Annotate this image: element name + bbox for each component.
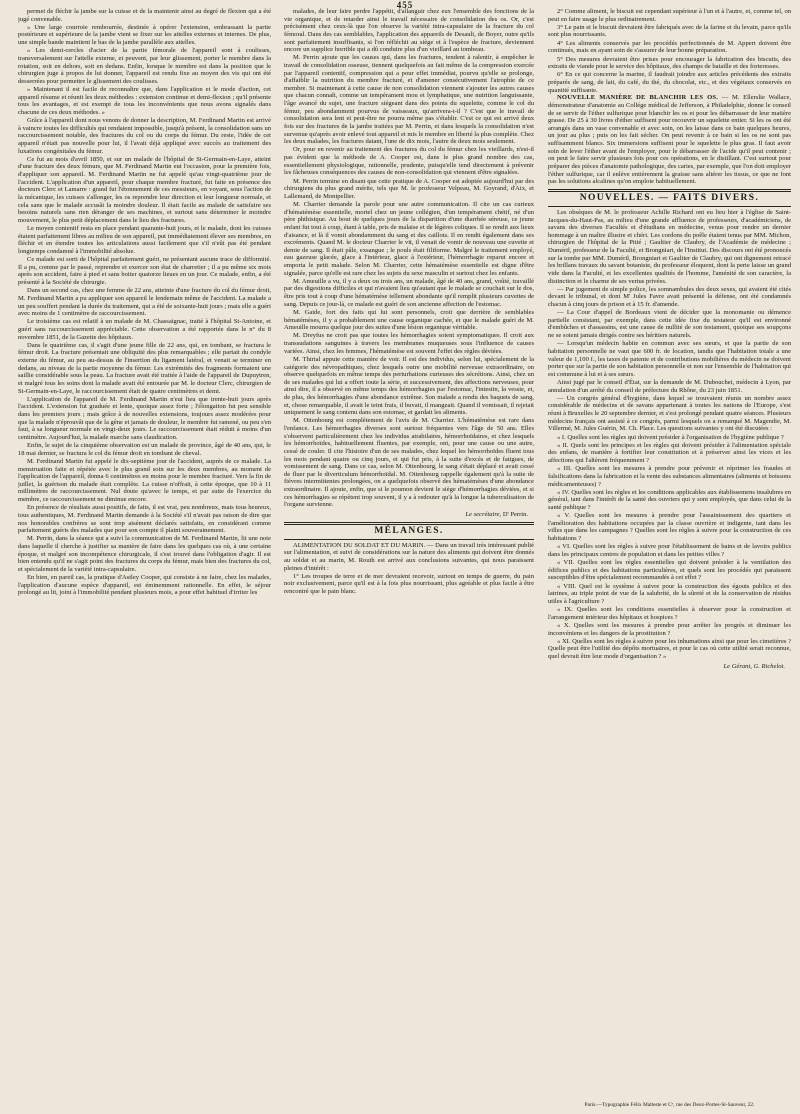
- article-paragraph: 6° En ce qui concerne la marine, il faudrait joindre aux articles précédents des extraits préparés de sang, de lait, du café, du thé, du chocolat, etc., et des végétaux conservés en quantité suffisante.: [548, 71, 791, 94]
- news-paragraph: « V. Quelles sont les mesures à prendre pour l'assainissement des quartiers et l'amélioration des habitations occupées par la classe ouvrière et indigente, tant dans les villes que dans les campagnes ? Quelles sont les règles à suivre pour la construction de ces habitations ?: [548, 512, 791, 543]
- alimentation-conclusions: [548, 8, 791, 94]
- article-paragraph: M. Gaide, fort des faits qui lui sont personnels, croit que derrière de semblables hématémèses, il y a probablement une cause organique cachée, et que le malade guéri de M. Ameuille mourra quelque jour des suites d'une lésion organique véritable.: [284, 308, 534, 332]
- article-paragraph: Dans le quatrième cas, il s'agit d'une jeune fille de 22 ans, qui, en tombant, se fractura le fémur droit. La fracture présentait une obliquité des plus remarquables ; elle partait du condyle externe du fémur, au peu au-dessus de l'insertion du ligament latéral, et venait se terminer en dedans, au niveau de la partie moyenne du fémur. Les extrémités des fragments formaient une saillie considérable sous la peau. La fracture avait été traitée à l'aide de l'appareil de Dupuytren, et malgré tous les soins dont la malade avait été entourée par M. le docteur Clerc, chirurgien de St-Germain-en-Laye, le raccourcissement était de quatre centimètres et demi.: [18, 341, 271, 395]
- news-paragraph: « VI. Quelles sont les règles à suivre pour l'établissement de bains et de lavoirs publics dans les principaux centres de population et dans les petites villes ?: [548, 543, 791, 558]
- article-paragraph: 2° Comme aliment, le biscuit est cependant supérieur à l'un et à l'autre, et, comme tel, on peut en faire usage le plus ordinairement.: [548, 8, 791, 23]
- page-number: 455: [396, 0, 414, 10]
- article-paragraph: M. Ferdinand Martin fut appelé le dix-septième jour de l'accident, auprès de ce malade. La menstruation faite et répétée avec le plus grand soin sur les deux membres, au moment de l'application de l'appareil, donna 6 centimètres en moins pour le membre fracturé. Vers la fin de juillet, la guérison du malade était complète. La cuisse n'offrait, à cette époque, que 10 à 11 millimètres de raccourcissement. Nul doute qu'avec le temps, et par suite de l'exercice du membre, ce raccourcissement ne diminue encore.: [18, 457, 271, 504]
- article-paragraph: M. Dreyfus ne croit pas que toutes les hémorrhagies soient symptomatiques. Il croit aux transsudations sanguines à travers les membranes muqueuses sous l'influence de causes variées. Ainsi, chez les femmes, l'hématémèse est souvent l'effet des règles déviées.: [284, 332, 534, 355]
- gerant-signature: Le Gérant, G. Richelot.: [723, 662, 785, 670]
- section-divider: [284, 522, 534, 526]
- column-3: [548, 8, 791, 1100]
- melanges-paragraph: ALIMENTATION DU SOLDAT ET DU MARIN. — Dans un travail très intéressant publié sur l'alimentation, et suivi de considérations sur la nature des aliments qui doivent être donnés au soldat et au marin, M. Routh est arrivé aux conclusions suivantes, qui nous paraissent pleines d'intérêt :: [284, 541, 534, 572]
- article-paragraph: » Une large courroie rembourrée, destinée à opérer l'extension, embrassant la partie postérieure et supérieure de la jambe vient se fixer sur les attelles externes et internes. De plus, une simple bande maintient le bas de la jambe parallèle aux attelles.: [18, 23, 271, 47]
- section-divider: [548, 206, 791, 207]
- article-paragraph: Le troisième cas est relatif à un malade de M. Chassaignac, traité à l'hôpital St-Antoine, et guéri sans raccourcissement appréciable. Cette observation a été rapportée dans le n° du 8 novembre 1851, de la Gazette des hôpitaux.: [18, 318, 271, 341]
- article-paragraph: 3° Le pain et le biscuit devraient être fabriqués avec de la farine et du levain, parce qu'ils sont plus nourrissants.: [548, 23, 791, 39]
- society-report-continued: [284, 8, 534, 509]
- news-paragraph: — Par jugement de simple police, les somnambules des deux sexes, qui avaient été cités devant le tribunal, et dont M' Jules Favre avait présenté la défense, ont été condamnés chacun à cinq jours de prison et à 15 fr. d'amende.: [548, 285, 791, 308]
- news-paragraph: — Un congrès général d'hygiène, dans lequel se trouvaient réunis un nombre assez considérable de médecins et de savans appartenant à toutes les nations de l'Europe, s'est réuni à Bruxelles le 20 septembre dernier, et s'est prolongé pendant quatre séances. Plusieurs médecins français ont assisté à ce congrès, parmi lesquels on a remarqué M. Magendie, M. Villermé, M. Jules Guérin, M. Ch. Place. Les questions suivantes y ont été discutées :: [548, 394, 791, 433]
- article-paragraph: Enfin, le sujet de la cinquième observation est un malade de province, âgé de 40 ans, qui, le 18 mai dernier, se fractura le col du fémur droit en tombant de cheval.: [18, 442, 271, 457]
- column-1: [18, 8, 271, 1100]
- news-paragraph: — Lorsqu'un médecin habite en commun avec ses sœurs, et que la partie de son habitation personnelle ne vaut que 600 fr. de location, tandis que l'habitation totale a une valeur de 1,100 f., les taxes de patente et de contributions mobilières du médecin ne doivent porter que sur la partie de son habitation personnelle et non sur l'ensemble de l'habitation qui est commune à lui et à ses sœurs.: [548, 340, 791, 378]
- section-divider: [284, 539, 534, 540]
- article-paragraph: M. Charrier demande la parole pour une autre communication. Il cite un cas curieux d'hématémèse essentielle, mortel chez un jeune collégien, d'un tempérament chétif, né d'un père phthisique. Au bout de quelques jours de la disparition d'une diarrhée séreuse, ce jeune enfant fut tout à coup, étant à table, pris de malaise et de légères coliques. Il se rendit aux lieux d'aisance, et là il vomit abondamment du sang et des caillots. Il en rendit également dans ses excréments. Quand M. le docteur Charrier le vit, il venait de vomir de nouveau une cuvette et demie de sang. Il était pâle, exsangue ; le pouls était filiforme. Malgré le traitement employé, eau gazeuse glacée, glace à l'intérieur, glace à l'extérieur, l'hémorrhagie reparut encore et emporta le petit malade. Selon M. Charrier, cette hématémèse essentielle est digne d'être signalée, parce qu'elle est rare chez les sujets du sexe masculin et surtout chez les enfants.: [284, 201, 534, 277]
- nouvelles-heading: NOUVELLES. — FAITS DIVERS.: [579, 193, 760, 204]
- news-paragraph: — La Cour d'appel de Bordeaux vient de décider que la monomanie ou démence partielle consistant, par exemple, dans cette idée fixe du testateur qu'il est environné d'embûches et d'assassins, est une cause de nullité de son testament, quoique ses soupçons ne se soient jamais dirigés contre ses héritiers naturels.: [548, 309, 791, 340]
- article-paragraph: En présence de résultats aussi positifs, de faits, il est vrai, peu nombreux, mais tous heureux, tous authentiques, M. Ferdinand Martin demande à la Société s'il n'avait pas raison de dire que nos honorables confrères se sont trop aisément déclarés satisfaits, en considérant comme parfaitement guéris des malades que pour son compte il plaint souverainement.: [18, 504, 271, 535]
- article-paragraph: M. Perrin termine en disant que cette pratique de A. Cooper est adoptée aujourd'hui par des chirurgiens du plus grand mérite, tels que M. le professeur Velpeau, M. Goyrand, d'Aix, et Lallemand, de Montpellier.: [284, 177, 534, 200]
- article-paragraph: Dans un second cas, chez une femme de 22 ans, atteinte d'une fracture du col du fémur droit, M. Ferdinand Martin a pu appliquer son appareil le lendemain même de l'accident. La malade a un peu souffert pendant la durée du traitement, qui a été de soixante-huit jours ; mais elle a guéri avec moins de 1 centimètre de raccourcissement.: [18, 287, 271, 318]
- article-paragraph: » Les demi-cercles d'acier de la partie fémorale de l'appareil sont à coulisses, transversalement sur l'attelle externe, et peuvent, par leur glissement, porter le membre dans la rotation, soit en dehors, soit en dedans. Enfin, lorsque le membre est dans la position que le chirurgien juge à propos de lui donner, l'appareil est rendu fixe au moyen des vis qui ont été desserrées pour permettre le glissement des coulisses.: [18, 47, 271, 85]
- bleach-bones-title: NOUVELLE MANIÈRE DE BLANCHIR LES OS.: [557, 94, 719, 102]
- signature-name: D' Perrin.: [502, 510, 528, 518]
- signature-label: Le secrétaire,: [465, 510, 502, 518]
- bleach-bones-text: — M. Ellerslie Wallace, démonstrateur d'anatomie au Collége médical de Jefferson, à Philadelphie, donne le conseil de se servir de l'éther sulfurique pour blanchir les os et pour les débarrasser de leur matière grasse. De 25 à 30 livres d'éther suffisent pour recouvrir un squelette entier. Si les os ont été arrangés dans un vase convenable et avec soin, on les laisse dans ce bain quelques heures, un jour au plus ; puis on les fait sécher. On peut revenir à ce bain si les os ne sont pas suffisamment blancs. Six immersions suffisent pour le squelette le plus gras. Il faut avoir soin de lever l'éther avant de l'employer, pour le débarrasser de l'acide qu'il peut contenir ; on peut le faire servir plusieurs fois pour ces opérations, en le distillant. C'est surtout pour préparer des pièces d'anatomie pathologique, des caries, par exemple, que l'on doit employer l'éther sulfurique, car il enlève entièrement la graisse sans altérer les tissus, ce que ne font pas les solutions alcalines qu'on emploie habituellement.: [548, 94, 791, 186]
- article-paragraph: permet de fléchir la jambe sur la cuisse et de la maintenir ainsi au degré de flexion qui a été jugé convenable.: [18, 8, 271, 23]
- article-paragraph: malades, de leur faire perdre l'appétit, d'allanguir chez eux l'ensemble des fonctions de la vie organique, et de retarder ainsi le travail nécessaire de consolidation des os. Or, c'est précisément chez ceux-là que l'on observe la variété intra-capsulaire de la fracture du col fémoral. Dans des cas semblables, l'application des appareils de Desault, de Boyer, outre qu'ils sont parfaitement insuffisants, si l'on réfléchit au siège et à l'espèce de fracture, deviennent encore un supplice horrible qui a dû conduire plus d'un vieillard au tombeau.: [284, 8, 534, 54]
- article-paragraph: M. Perrin, dans la séance qui a suivi la communication de M. Ferdinand Martin, lit une note dans laquelle il cherche à justifier sa manière de faire dans les quelques cas où, à une certaine époque, et malgré son incompétence chirurgicale, il s'est trouvé dans l'obligation d'agir. Il est bien entendu qu'il ne s'agit point des fractures du corps du fémur, mais bien des fractures du col, et spécialement de la variété intra-capsulaire.: [18, 535, 271, 573]
- news-paragraph: Ainsi jugé par le conseil d'État, sur la demande de M. Dubouchet, médecin à Lyon, par annulation d'un arrêté du conseil de préfecture du Rhône, du 23 juin 1851.: [548, 379, 791, 394]
- section-divider: [548, 189, 791, 193]
- printer-imprint: Paris.—Typographie Félix Malteste et Cᵉ, rue des Deux-Portes-St-Sauveur, 22.: [584, 1102, 755, 1108]
- news-items: [548, 209, 791, 661]
- melanges-section: [284, 542, 534, 596]
- news-paragraph: « IV. Quelles sont les règles et les conditions applicables aux établissemens insalubres en général, tant dans l'intérêt de la santé des ouvriers qui y sont employés, que dans celui de la santé publique ?: [548, 488, 791, 511]
- news-paragraph: « IX. Quelles sont les conditions essentielles à observer pour la construction et l'arrangement intérieur des hôpitaux et hospices ?: [548, 606, 791, 621]
- news-paragraph: « VII. Quelles sont les règles essentielles qui doivent présider à la ventilation des édifices publics et des habitations particulières, et quels sont les procédés qui paraissent susceptibles d'être spécialement recommandés à cet effet ?: [548, 559, 791, 582]
- article-paragraph: » Maintenant il est facile de reconnaître que, dans l'application et le mode d'action, cet appareil résume et réunit les deux méthodes : extension continue et demi-flexion ; qu'il présente tous les avantages, et est exempt de tous les inconvénients que nous avons signalés dans chacune de ces deux méthodes. »: [18, 86, 271, 116]
- article-paragraph: Grâce à l'appareil dont nous venons de donner la description, M. Ferdinand Martin est arrivé à vaincre toutes les difficultés qui rendaient impossible, jusqu'à présent, la consolidation sans un raccourcissement notable, des fractures du col ou du corps du fémur. Du reste, l'idée de cet appareil n'était pas nouvelle pour lui, il l'avait déjà appliqué avec succès au traitement des luxations congénitales du fémur.: [18, 117, 271, 155]
- melanges-heading: MÉLANGES.: [374, 526, 444, 537]
- article-paragraph: M. Ottenbourg est complètement de l'avis de M. Charrier. L'hématémèse est rare dans l'enfance. Les hémorrhagies diverses sont surtout fréquentes vers l'âge de 50 ans. Elles s'observent particulièrement chez les individus atrabilaires, hémorrhoïdaires, et chez lesquels les hémorrhoïdes, habituellement fluentes, par exemple, ont, pour une cause ou une autre, cessé de couler. Il cite l'histoire d'un de ses malades, chez lequel les hémorrhoïdes fluent tous les mois pendant quatre ou cinq jours, et qui fut pris, à la suite d'excès et de fatigues, de vomissement de sang. Dans ce cas, selon M. Ottenbourg, le sang s'était déplacé et avait cessé de fluer par le diverticulum hémorrhoïdal. M. Ottenbourg rappelle également qu'à la suite de fièvres intermittentes prolongées, on a quelquefois observé des hématémèses d'une abondance extraordinaire. Il ajoute, enfin, que si le poumon devient le siège d'hémorrhagies déviées, et si ces hémorrhagies se répètent trop souvent, il y a à redouter qu'à la longue la tuberculisation de l'organe survienne.: [284, 417, 534, 509]
- news-paragraph: « VIII. Quel est le système à suivre pour la construction des égouts publics et des latrines, au triple point de vue de la salubrité, de la sûreté et de la conservation de résidus utiles à l'agriculture ?: [548, 582, 791, 605]
- article-paragraph: M. Thirial appuie cette manière de voir. Il est des individus, selon lui, spécialement de la catégorie des névropathiques, chez lesquels outre une mobilité nerveuse extraordinaire, on observe quelquefois en même temps des perturbations curieuses des sécrétions. Ainsi, chez un de ses malades qui lui a offert toute la série, et successivement, des affections nerveuses, pour ainsi dire, il a observé en même temps des hémorrhagies par l'estomac, l'intestin, la vessie, et, de plus, des hémorrhagies d'une abondance extrême. Son malade a rendu des baquets de sang, et, chose remarquable, il avait le teint frais, il buvait, il mangeait. Quand il vomissait, il rejetait uniquement le sang contenu dans son estomac, et gardait les aliments.: [284, 355, 534, 417]
- article-paragraph: En bien, en pareil cas, la pratique d'Astley Cooper, qui consiste à ne faire, chez les malades, l'application d'aucune espèce d'appareil, est éminemment rationnelle. En effet, le séjour prolongé au lit, joint à l'immobilité pendant plusieurs mois, a pour effet habituel d'irriter les: [18, 574, 271, 597]
- article-paragraph: Or, pour en revenir au traitement des fractures du col du fémur chez les vieillards, n'est-il pas évident que la méthode de A. Cooper est, dans le plus grand nombre des cas, essentiellement physiologique, rationnelle, prudente, puisqu'elle tend directement à prévenir les fâcheuses conséquences des causes de non-consolidation qui viennent d'être signalées.: [284, 146, 534, 177]
- news-paragraph: « XI. Quelles sont les règles à suivre pour les inhumations ainsi que pour les cimetières ? Quelle peut être l'utilité des dépôts mortuaires, et pour le cas où cette utilité serait reconnue, quel devrait être leur mode d'organisation ? »: [548, 637, 791, 660]
- article-paragraph: Le moyen contentif resta en place pendant quarante-huit jours, et le malade, dont les cuisses étaient parfaitement libres au milieu de son appareil, put immédiatement élever ses membres, en fléchir et en étendre toutes les articulations aussi facilement que s'il n'eût pas été pendant longtemps condamné à l'immobilité absolue.: [18, 225, 271, 255]
- melanges-paragraph: 1° Les troupes de terre et de mer devraient recevoir, surtout en temps de guerre, du pain noir exclusivement, parce qu'il est à la fois plus nourrissant, plus agréable et plus facile à être rencontré que le pain blanc.: [284, 572, 534, 596]
- news-paragraph: « I. Quelles sont les règles qui doivent présider à l'organisation de l'hygiène publique ?: [557, 433, 784, 441]
- article-paragraph: L'application de l'appareil de M. Ferdinand Martin n'eut lieu que trente-huit jours après l'accident. L'extension fut graduée et lente, quoique assez forte ; l'élongation fut peu sensible dans les premiers jours ; mais grâce à de nouvelles extensions, toujours assez modérées pour que la malade n'éprouvât que de la gêne et jamais de douleur, le membre fut ramené, ou peu s'en faut, à sa longueur normale en vingt-deux jours. Le raccourcissement était réduit à moins d'un centimètre. Aujourd'hui, la malade marche sans claudication.: [18, 395, 271, 441]
- article-paragraph: M. Perrin ajoute que les causes qui, dans les fractures, tendent à ralentir, à empêcher le travail de consolidation osseuse, tiennent quelquefois au fait même de la compression exercée par l'appareil contentif, compression qui a pour effet immédiat, pourvu qu'elle se prolonge, d'affaiblir la nutrition du membre fracturé, et d'amener consécutivement l'atrophie de ce membre. Si maintenant à cette cause de non consolidation viennent s'ajouter les autres causes que chacun connaît, comme un tempérament mou et lymphatique, une nutrition languissante, l'âge avancé du sujet, une fracture siégeant dans des points du squelette, comme le col du fémur, peu abondamment pourvus de vaisseaux, qu'arrivera-t-il ? C'est que le travail de consolidation sera lent et peut-être ne pourra même pas s'établir. C'est ce qui est arrivé deux fois sur des fractures de la jambe traitées par M. Perrin, et dans lesquels la consolidation n'est survenue qu'après avoir enlevé tout appareil et mis le membre en liberté la plus complète. Chez les deux malades, les fractures datant, l'une de dix mois, l'autre de deux mois seulement.: [284, 54, 534, 146]
- article-paragraph: Ce fut au mois d'avril 1850, et sur un malade de l'hôpital de St-Germain-en-Laye, atteint d'une fracture des deux fémurs, que M. Ferdinand Martin eut l'occasion, pour la première fois, d'appliquer son appareil. M. Ferdinand Martin ne fut appelé qu'au vingt-quatrième jour de l'accident. L'application d'un appareil, pour chaque membre fracturé, fut faite en présence des docteurs Clerc et Lamarre : grand fut l'étonnement de ces messieurs, en voyant, sous l'action de la mécanique, les cuisses s'allonger, les os reprendre leur direction et leur longueur normale, et cela sans que le malade accusât la moindre douleur. Il était facile au malade de satisfaire ses besoins naturels sans rien déranger de ses machines, et surtout sans déterminer le moindre mouvement, le plus petit déplacement dans le lieu des fractures.: [18, 155, 271, 224]
- news-paragraph: « III. Quelles sont les mesures à prendre pour prévenir et réprimer les fraudes et falsifications dans la fabrication et la vente des substances alimentaires (aliments et boissons médicamenteuses) ?: [548, 465, 791, 488]
- column-2: [284, 8, 534, 1100]
- article-paragraph: 5° Des mesures devraient être prises pour encourager la fabrication des biscuits, des extraits de viande pour le service des hôpitaux, des champs de bataille et des forteresses.: [548, 55, 791, 71]
- news-paragraph: Les obsèques de M. le professeur Achille Richard ont eu lieu hier à l'église de Saint-Jacques-du-Haut-Pas, au milieu d'une grande affluence de professeurs, d'académiciens, de savans des diverses Facultés et d'étudians en médecine, venus pour rendre un dernier hommage à un maître illustre et chéri. Les cordons du poêle étaient tenus par MM. Michon, chirurgien de l'hôpital de la Pitié ; Gaultier de Claubry, de l'Académie de médecine ; Duméril, professeur de la Faculté, et Brongniart, de l'Institut. Des discours ont été prononcés sur la tombe par MM. Duméril, Brongniart et Gaultier de Claubry, qui ont dignement retracé les brillans travaux du savant botaniste, du professeur éloquent, dont la perte laisse un grand vide dans la Faculté, et les excellentes qualités de l'homme, l'aménité de son caractère, la distinction et le charme de ses vertus privées.: [548, 208, 791, 285]
- news-paragraph: « X. Quelles sont les mesures à prendre pour arrêter les progrès et diminuer les inconvéniens et les dangers de la prostitution ?: [548, 621, 791, 637]
- article-paragraph: 4° Les aliments conservés par les procédés perfectionnés de M. Appert doivent être continués, mais en ayant soin de s'assurer de leur bonne préparation.: [548, 39, 791, 55]
- article-paragraph: Ce malade est sorti de l'hôpital parfaitement guéri, ne présentant aucune trace de difformité. Il a pu, comme par le passé, reprendre et exercer son état de charretier ; il a pu même six mois après son accident, faire à pied et sans boiter quatorze lieues en un jour. Ce malade, enfin, a été présenté à la Société de chirurgie.: [18, 256, 271, 287]
- article-paragraph: M. Ameuille a vu, il y a deux ou trois ans, un malade, âgé de 40 ans, grand, voûté, travaillé par des digestions difficiles et qui n'avaient lieu qu'autant que le malade se couchait sur le dos, être pris tout à coup d'une hématémèse tellement abondante qu'il remplit plusieurs cuvettes de sang. Depuis ce jour-là, ce malade est guéri de son ancienne affection de l'estomac.: [284, 277, 534, 308]
- news-paragraph: « II. Quels sont les principes et les règles qui doivent présider à l'alimentation spéciale des enfans, de manière à fortifier leur constitution et à préserver ainsi les vices et les affections qui l'altèrent fréquemment ?: [548, 441, 791, 465]
- bleach-bones-article: [548, 94, 791, 186]
- secretary-signature: [284, 511, 528, 519]
